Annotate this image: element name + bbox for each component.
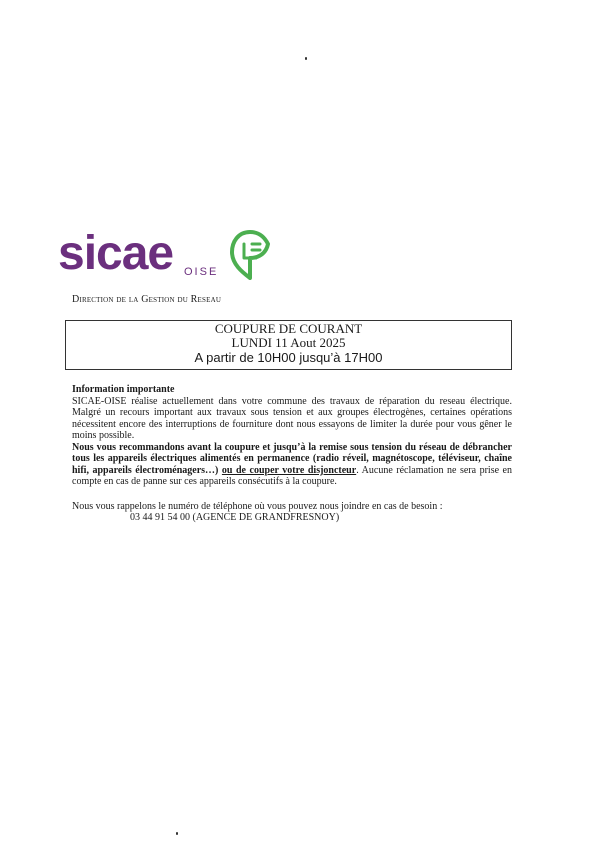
logo-wordmark: sicae xyxy=(58,227,174,280)
scan-speck xyxy=(305,57,307,60)
notice-time: A partir de 10H00 jusqu’à 17H00 xyxy=(194,350,383,365)
recommendation-underlined-text: ou de couper votre disjoncteur xyxy=(221,464,357,476)
sicae-oise-logo xyxy=(58,228,273,284)
notice-title: COUPURE DE COURANT xyxy=(214,321,363,336)
logo-subtitle: OISE xyxy=(184,266,219,278)
scan-speck xyxy=(176,832,178,835)
document-body xyxy=(72,384,512,524)
section-heading: Information importante xyxy=(72,384,175,395)
notice-date: LUNDI 11 Aout 2025 xyxy=(231,335,346,350)
department-heading: Direction de la Gestion du Reseau xyxy=(72,294,222,305)
contact-phone: 03 44 91 54 00 (AGENCE DE GRANDFRESNOY) xyxy=(130,512,340,523)
recommendation-paragraph xyxy=(72,442,512,488)
sicae-leaf-plug-icon xyxy=(230,228,270,280)
recommendation-bold-text: Nous vous recommandons avant la coupure et jusqu’à la remise sous tension du réseau de débrancher tous les appareils électriques alimentés en permanence (radio réveil, magnétoscope, téléviseur, chaîne hifi, appareils électroménagers…) xyxy=(72,441,512,476)
outage-notice-box xyxy=(65,320,512,370)
recommendation-rest-text: . Aucune réclamation ne sera prise en compte en cas de panne sur ces appareils consécutifs à la coupure. xyxy=(72,464,512,487)
info-paragraph: SICAE-OISE réalise actuellement dans votre commune des travaux de réparation du reseau électrique. Malgré un recours important aux travaux sous tension et aux groupes électrogènes, certaines opérations nécessitent encore des interruptions de fourniture dont nous essayons de limiter la durée pour vous gêner le moins possible. xyxy=(72,395,512,441)
contact-intro: Nous vous rappelons le numéro de téléphone où vous pouvez nous joindre en cas de besoin : xyxy=(72,500,443,512)
